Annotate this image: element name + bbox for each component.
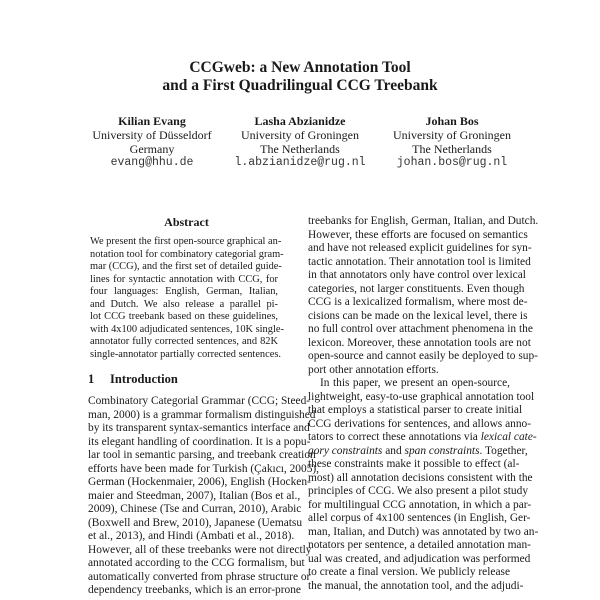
paper-title-line-1: CCGweb: a New Annotation Tool [189, 59, 411, 76]
text-line: treebanks for English, German, Italian, and Dutch. [308, 215, 539, 227]
text-line: man, 2000) is a grammar formalism distinguished [88, 408, 316, 421]
text-line: However, all of these treebanks were not directly [88, 543, 312, 556]
text-line: (Boxwell and Brew, 2010), Japanese (Uematsu [88, 516, 303, 529]
text-line: and Dutch. We also release a parallel pi- [90, 298, 278, 310]
text-line: open-source and cannot easily be deployed to sup- [308, 350, 538, 362]
text-line [308, 431, 537, 445]
author-country: The Netherlands [260, 141, 340, 156]
text-line: German (Hockenmaier, 2006), English (Hocken- [88, 476, 311, 488]
text-line: mar (CCG), and the first set of detailed guide- [90, 261, 282, 272]
section-heading [88, 372, 178, 387]
text-line: lightweight, easy-to-use graphical annotation tool [308, 390, 535, 403]
author-affiliation: University of Groningen [393, 127, 511, 142]
text-line: and have not released explicit guidelines for syn- [308, 242, 532, 254]
text-line: these constraints make it possible to effect (al- [308, 458, 520, 470]
author-name: Lasha Abzianidze [254, 114, 346, 128]
text-line: no full control over attachment phenomena in the [308, 323, 533, 335]
author-name: Johan Bos [425, 114, 479, 128]
text-line: lar tool in semantic parsing, and treebank creation [88, 449, 316, 461]
abstract-heading: Abstract [164, 215, 209, 229]
text-line: maier and Steedman, 2007), Italian (Bos et al., [88, 489, 301, 502]
text-line: 2009), Chinese (Tse and Curran, 2010), Arabic [88, 503, 302, 515]
text-line: Combinatory Categorial Grammar (CCG; Steed- [88, 395, 311, 407]
text-line: man, Italian, and Dutch) was annotated by two an- [308, 525, 539, 538]
text-line: dependency treebanks, which is an error-prone [88, 584, 301, 596]
author-email: evang@hhu.de [110, 156, 194, 170]
author-country: The Netherlands [412, 141, 492, 156]
text-line: with 4x100 adjudicated sentences, 10K single- [90, 323, 284, 335]
author-email: johan.bos@rug.nl [396, 156, 508, 170]
italic-term: lexical cate- [480, 431, 537, 443]
text-line [308, 444, 528, 459]
author-block [352, 115, 552, 170]
right-column-text [308, 215, 539, 593]
text-line: for multilingual CCG annotation, in which a par- [308, 498, 532, 511]
text-line: the manual, the annotation tool, and the adjudi- [308, 579, 524, 592]
text-line: principles of CCG. We also present a pilot study [308, 485, 529, 497]
text-segment: . Together, [479, 444, 528, 457]
abstract-body [90, 236, 284, 361]
text-line: to create a final version. We publicly release [308, 566, 510, 578]
text-line: by its transparent syntax-semantics interface and [88, 422, 310, 434]
text-line: allel corpus of 4x100 sentences (in English, Ger- [308, 512, 531, 524]
text-line: that employs a statistical parser to create initial [308, 404, 523, 416]
text-line: et al., 2013), and Hindi (Ambati et al., 2018). [88, 530, 295, 542]
text-line: efforts have been made for Turkish (Çakıcı, 2005), [88, 462, 320, 475]
text-line: four languages: English, German, Italian, [90, 286, 278, 297]
text-line: most) all annotation decisions consistent with the [308, 471, 533, 484]
section-title: Introduction [110, 372, 178, 386]
text-line: lexicon. Moreover, these annotation tools are not [308, 336, 531, 349]
text-line: We present the first open-source graphical an- [90, 236, 282, 247]
text-line: automatically converted from phrase structure or [88, 570, 311, 583]
author-affiliation: University of Düsseldorf [92, 127, 212, 142]
author-email: l.abzianidze@rug.nl [234, 156, 366, 170]
author-affiliation: University of Groningen [241, 127, 359, 142]
paper-title-line-2: and a First Quadrilingual CCG Treebank [162, 77, 438, 94]
text-line: notators per sentence, a detailed annotation man- [308, 539, 531, 551]
text-line: CCG is a lexicalized formalism, where most de- [308, 296, 528, 308]
text-line: lines for syntactic annotation with CCG, for [90, 273, 278, 285]
text-line: annotated according to the CCG formalism, but [88, 557, 305, 569]
text-line: CCG derivations for sentences, and allows anno- [308, 417, 532, 430]
text-line: lot CCG treebank based on these guidelines, [90, 311, 278, 322]
text-line: However, these efforts are focused on semantics [308, 228, 528, 241]
text-line: annotator fully corrected sentences, and 82K [90, 336, 278, 347]
author-country: Germany [129, 141, 175, 156]
text-line: In this paper, we present an open-source, [320, 377, 510, 389]
text-line: notation tool for combinatory categorial gram- [90, 248, 284, 260]
text-segment: and [382, 444, 405, 457]
text-line: tactic annotation. Their annotation tool is limited [308, 255, 531, 268]
text-line: cisions can be made on the lexical level, there is [308, 309, 528, 322]
text-line: categories, not larger constituents. Even though [308, 282, 525, 295]
text-line: ual was created, and adjudication was performed [308, 552, 531, 565]
text-line: single-annotator partially corrected sentences. [90, 348, 281, 360]
text-line: port other annotation efforts. [308, 363, 439, 376]
text-line: in that annotators only have control over lexical [308, 269, 526, 281]
italic-term: gory constraints [308, 444, 383, 457]
text-segment: tators to correct these annotations via [308, 431, 481, 443]
left-column-text [88, 395, 320, 598]
author-name: Kilian Evang [118, 114, 186, 128]
section-number: 1 [88, 372, 95, 386]
text-line: its elegant handling of coordination. It is a popu- [88, 435, 311, 448]
italic-term: span constraints [404, 444, 480, 457]
